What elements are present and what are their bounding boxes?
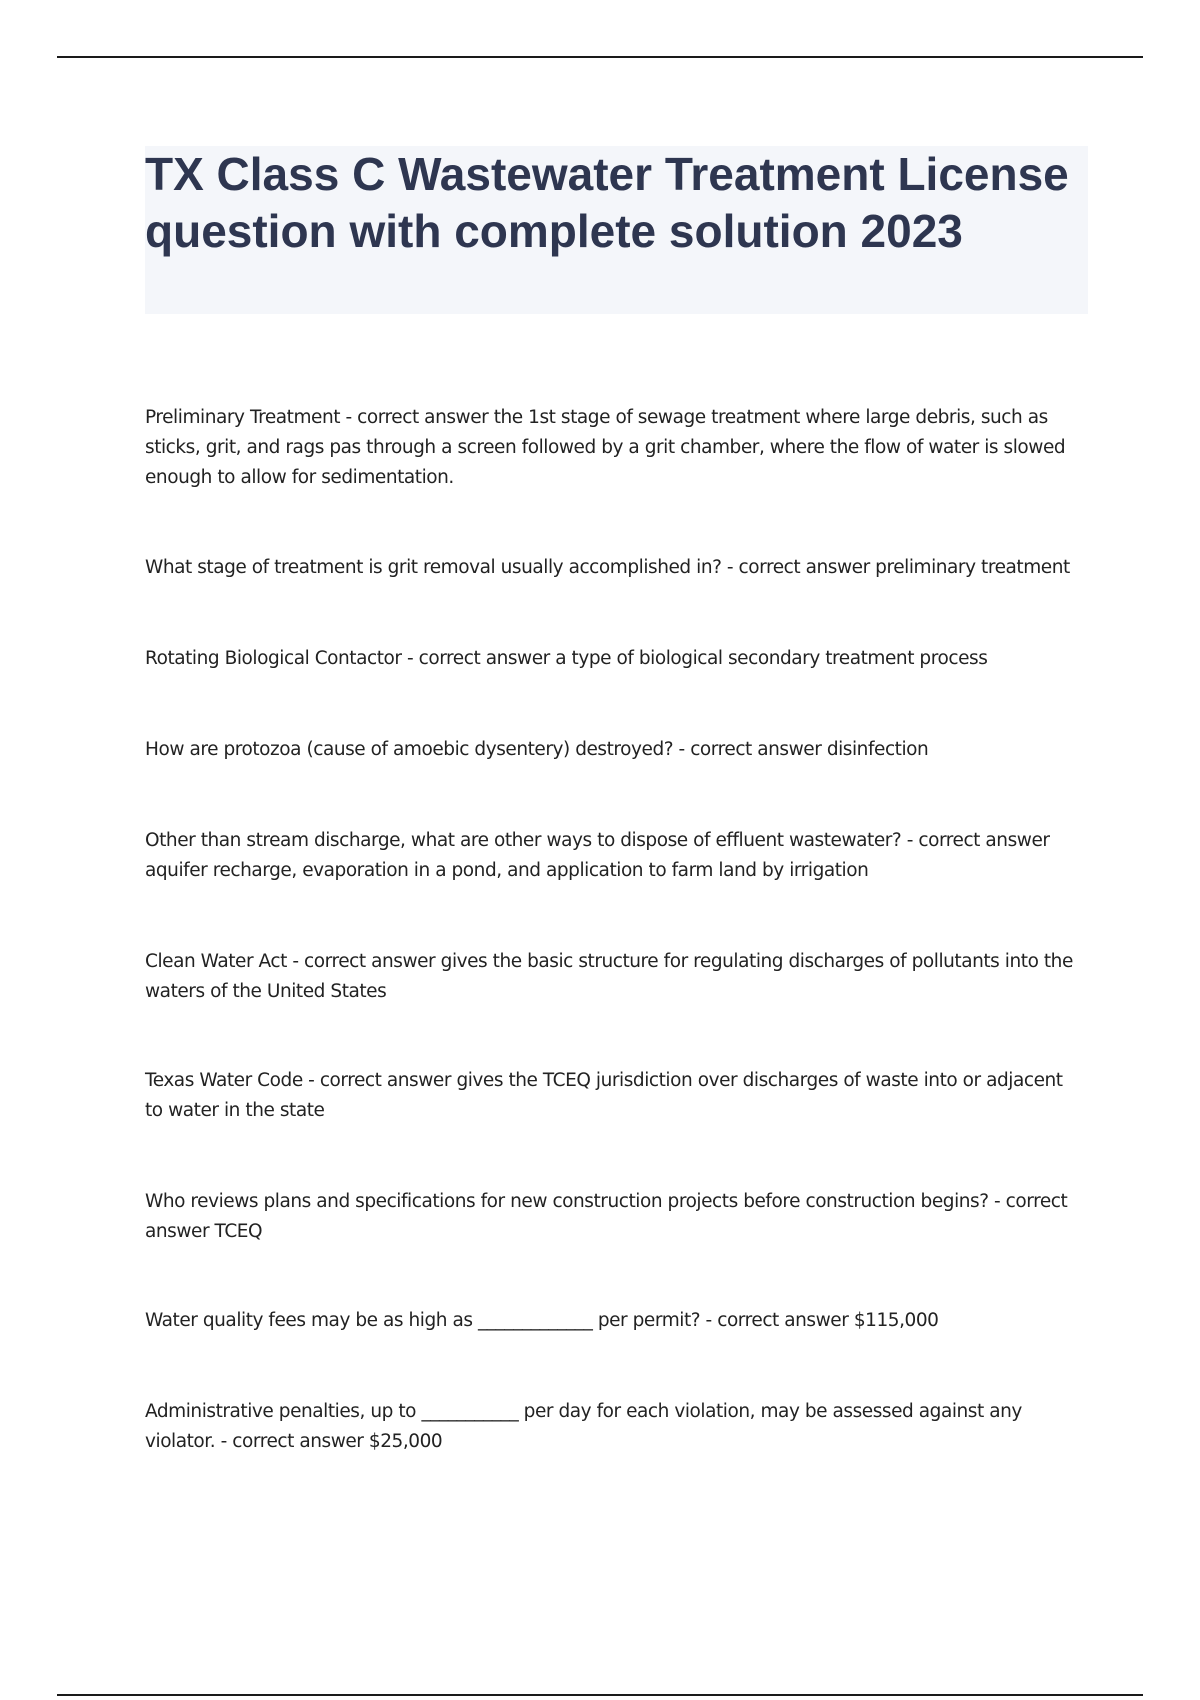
title-block bbox=[145, 146, 1088, 314]
qa-entry-5: Other than stream discharge, what are other ways to dispose of effluent wastewater? - correct answer aquifer recharge, evaporation in a pond, and application to farm land by irrigation bbox=[145, 830, 1050, 881]
bottom-rule bbox=[57, 1694, 1143, 1696]
qa-entry-3: Rotating Biological Contactor - correct answer a type of biological secondary treatment process bbox=[145, 648, 988, 669]
qa-entry-2: What stage of treatment is grit removal usually accomplished in? - correct answer preliminary treatment bbox=[145, 557, 1070, 578]
document-title: TX Class C Wastewater Treatment License question with complete solution 2023 bbox=[145, 148, 1069, 257]
qa-entry-8: Who reviews plans and specifications for new construction projects before construction begins? - correct answer TCEQ bbox=[145, 1191, 1068, 1242]
qa-entry-10: Administrative penalties, up to ___________ per day for each violation, may be assessed against any violator. - correct answer $25,000 bbox=[145, 1401, 1022, 1452]
qa-entry-1: Preliminary Treatment - correct answer the 1st stage of sewage treatment where large debris, such as sticks, grit, and rags pas through a screen followed by a grit chamber, where the flow of water is slowed enough to allow for sedimentation. bbox=[145, 407, 1066, 488]
qa-entry-4: How are protozoa (cause of amoebic dysentery) destroyed? - correct answer disinfection bbox=[145, 739, 929, 760]
qa-entry-6: Clean Water Act - correct answer gives the basic structure for regulating discharges of pollutants into the waters of the United States bbox=[145, 951, 1073, 1002]
qa-entry-7: Texas Water Code - correct answer gives the TCEQ jurisdiction over discharges of waste into or adjacent to water in the state bbox=[145, 1070, 1063, 1121]
qa-entry-9: Water quality fees may be as high as _____________ per permit? - correct answer $115,000 bbox=[145, 1310, 939, 1331]
top-rule bbox=[57, 56, 1143, 58]
